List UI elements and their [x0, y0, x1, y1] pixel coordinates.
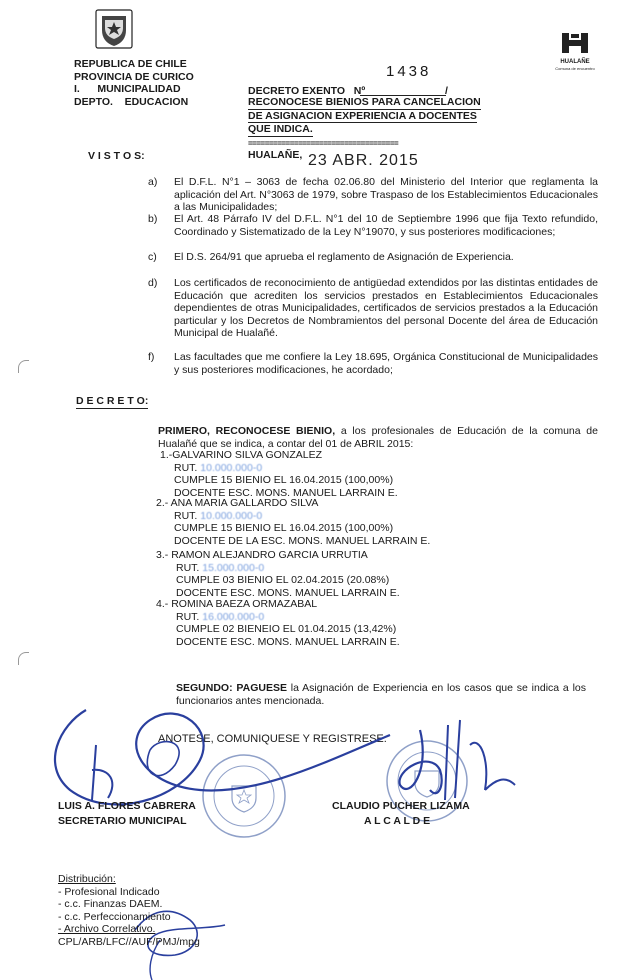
segundo-paragraph: SEGUNDO: PAGUESE la Asignación de Experiencia en los casos que se indica a los funcionarios antes mencionada.	[176, 682, 586, 707]
decree-number-label: DECRETO EXENTO Nº	[248, 85, 366, 97]
issuer-line: REPUBLICA DE CHILE	[74, 58, 187, 70]
margin-mark-icon	[18, 360, 29, 373]
mayor-title: A L C A L D E	[364, 814, 431, 827]
decree-number-underline	[360, 95, 446, 96]
hualane-mark-icon	[561, 32, 589, 54]
logo-subtitle: Comuna de encuentro	[555, 66, 595, 71]
mayor-name: CLAUDIO PUCHER LIZAMA	[332, 800, 470, 812]
mayor-signature-block	[332, 800, 470, 827]
issuer-block	[74, 58, 224, 108]
redacted-rut: 15.000.000-0	[202, 561, 265, 574]
vistos-item: b) El Art. 48 Párrafo IV del D.F.L. N°1 del 10 de Septiembre 1996 que fija Texto refundido, Coordinado y Sistematizado de la Ley N°19070, y sus posteriores modificaciones;	[148, 213, 598, 238]
logo-text: HUALAÑE	[560, 59, 590, 65]
decree-number-slash: /	[445, 85, 448, 97]
place-label: HUALAÑE,	[248, 148, 303, 161]
decree-number: 1438	[386, 63, 432, 80]
distribution-item: - Archivo Correlativo.	[58, 923, 156, 935]
teacher-entry: 1.-GALVARINO SILVA GONZALEZ RUT. 10.000.000-0 CUMPLE 15 BIENIO EL 16.04.2015 (100,00%) DOCENTE ESC. MONS. MANUEL LARRAIN E.	[160, 449, 398, 499]
vistos-item: a) El D.F.L. N°1 – 3063 de fecha 02.06.80 del Ministerio del Interior que reglamenta la aplicación del Art. N°3063 de 1979, sobre Traspaso de los Establecimientos Educacionales a las Municipalidades;	[148, 176, 598, 213]
redacted-rut: 10.000.000-0	[200, 509, 263, 522]
redacted-rut: 16.000.000-0	[202, 610, 265, 623]
vistos-item: c) El D.S. 264/91 que aprueba el reglamento de Asignación de Experiencia.	[148, 251, 514, 263]
decreto-heading: D E C R E T O:	[76, 395, 149, 407]
subject-line: RECONOCESE BIENIOS PARA CANCELACION	[248, 96, 481, 108]
teacher-entry: 2.- ANA MARIA GALLARDO SILVA RUT. 10.000.000-0 CUMPLE 15 BIENIO EL 16.04.2015 (100,00%) DOCENTE DE LA ESC. MONS. MANUEL LARRAIN E.	[156, 497, 431, 547]
subject-line: QUE INDICA.	[248, 123, 313, 135]
vistos-list	[148, 176, 598, 389]
vistos-item: f) Las facultades que me confiere la Ley 18.695, Orgánica Constitucional de Municipalidades y sus posteriores modificaciones, he acordado;	[148, 351, 598, 376]
redacted-rut: 10.000.000-0	[200, 461, 263, 474]
issuer-line: PROVINCIA DE CURICO	[74, 70, 194, 83]
issuer-line: I. MUNICIPALIDAD	[74, 83, 181, 95]
subject-line: DE ASIGNACION EXPERIENCIA A DOCENTES	[248, 109, 477, 122]
margin-mark-icon	[18, 652, 29, 665]
secretary-title: SECRETARIO MUNICIPAL	[58, 814, 187, 827]
vistos-item: d) Los certificados de reconocimiento de antigüedad extendidos por las distintas entidades de Educación que acrediten los servicios prestados en Establecimientos Educacionales dependientes de otras Municipalidades, certificados de servicios prestados a la Educación particular y los Decretos de Nombramientos del personal Docente del área de Educación Municipal de Hualañé.	[148, 277, 598, 339]
distribution-item: - c.c. Finanzas DAEM.	[58, 898, 163, 910]
hualane-logo	[555, 32, 595, 71]
distribution-item: - c.c. Perfeccionamiento	[58, 910, 171, 923]
primero-paragraph: PRIMERO, RECONOCESE BIENIO, a los profesionales de Educación de la comuna de Hualañé que se indica, a contar del 01 de ABRIL 2015:	[158, 425, 598, 450]
distribution-initials: CPL/ARB/LFC//AUF/PMJ/mpg	[58, 935, 200, 948]
distribution-block	[58, 873, 200, 948]
distribution-item: - Profesional Indicado	[58, 885, 160, 898]
secretary-signature-block	[58, 800, 196, 827]
teacher-entry: 4.- ROMINA BAEZA ORMAZABAL RUT. 16.000.000-0 CUMPLE 02 BIENEIO EL 01.04.2015 (13,42%) DOCENTE ESC. MONS. MANUEL LARRAIN E.	[156, 598, 400, 648]
issuer-line: DEPTO. EDUCACION	[74, 95, 189, 108]
date-stamp: 23 ABR. 2015	[308, 152, 419, 169]
separator-line: ====================================	[248, 138, 399, 148]
decree-header	[248, 63, 498, 161]
distribution-heading: Distribución:	[58, 873, 116, 885]
closing-line: ANOTESE, COMUNIQUESE Y REGISTRESE.	[158, 733, 387, 745]
coat-of-arms-logo	[94, 8, 134, 50]
secretary-name: LUIS A. FLORES CABRERA	[58, 800, 196, 812]
vistos-heading: V I S T O S:	[88, 150, 145, 162]
teacher-list	[156, 449, 560, 650]
teacher-entry: 3.- RAMON ALEJANDRO GARCIA URRUTIA RUT. 15.000.000-0 CUMPLE 03 BIENIO EL 02.04.2015 (20.08%) DOCENTE ESC. MONS. MANUEL LARRAIN E.	[156, 549, 400, 599]
